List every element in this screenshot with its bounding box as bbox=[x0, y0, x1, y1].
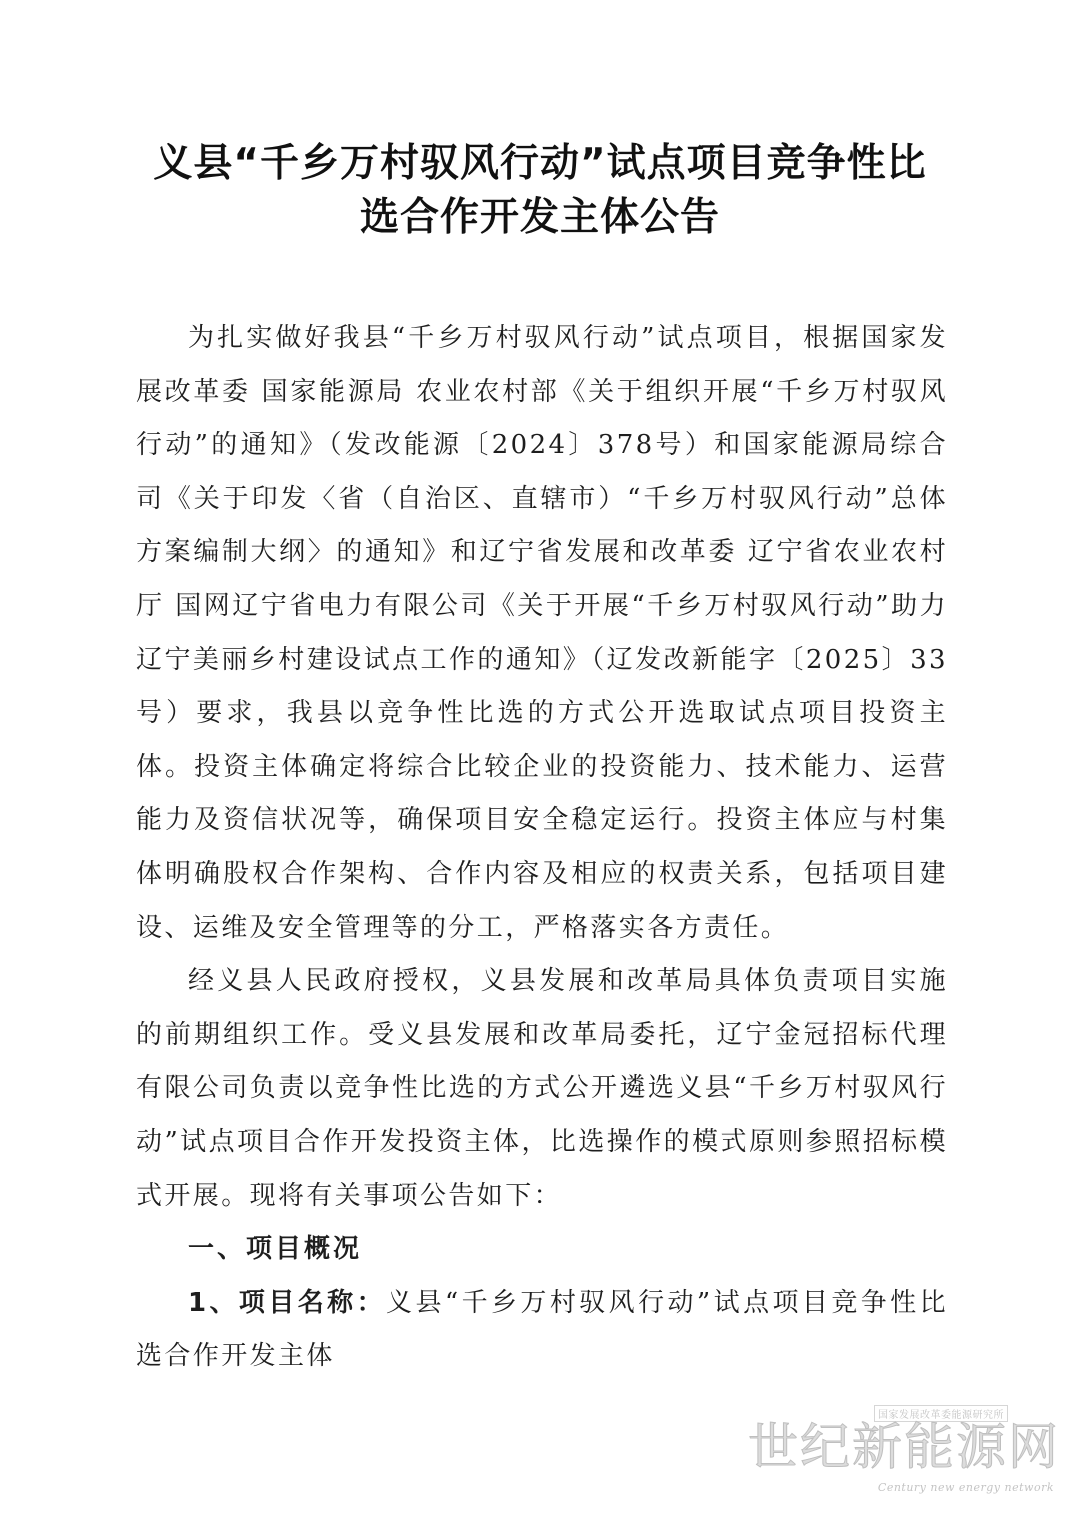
watermark bbox=[748, 1405, 1060, 1505]
body-paragraph-2: 经义县人民政府授权，义县发展和改革局具体负责项目实施的前期组织工作。受义县发展和改革局委托，辽宁金冠招标代理有限公司负责以竞争性比选的方式公开遴选义县“千乡万村驭风行动”试点项目合作开发投资主体，比选操作的模式原则参照招标模式开展。现将有关事项公告如下： bbox=[136, 966, 948, 1211]
project-name-item bbox=[136, 1277, 948, 1384]
document-title-line-2: 选合作开发主体公告 bbox=[359, 195, 720, 240]
section-heading-project-overview: 一、项目概况 bbox=[188, 1234, 363, 1265]
project-name-label: 1、项目名称： bbox=[188, 1287, 387, 1318]
project-name-value: 义县“千乡万村驭风行动”试点项目竞争性比选合作开发主体 bbox=[136, 1287, 948, 1372]
body-paragraph-1: 为扎实做好我县“千乡万村驭风行动”试点项目，根据国家发展改革委 国家能源局 农业农村部《关于组织开展“千乡万村驭风行动”的通知》（发改能源〔2024〕378号）和国家能源局综合司《关于印发〈省（自治区、直辖市）“千乡万村驭风行动”总体方案编制大纲〉的通知》和辽宁省发展和改革委 辽宁省农业农村厅 国网辽宁省电力有限公司《关于开展“千乡万村驭风行动”助力辽宁美丽乡村建设试点工作的通知》（辽发改新能字〔2025〕33号）要求，我县以竞争性比选的方式公开选取试点项目投资主体。投资主体确定将综合比较企业的投资能力、技术能力、运营能力及资信状况等，确保项目安全稳定运行。投资主体应与村集体明确股权合作架构、合作内容及相应的权责关系，包括项目建设、运维及安全管理等的分工，严格落实各方责任。 bbox=[136, 323, 948, 943]
document-body bbox=[136, 312, 948, 1384]
watermark-top-text: 国家发展改革委能源研究所 bbox=[874, 1405, 1008, 1422]
watermark-subtitle: Century new energy network bbox=[877, 1481, 1054, 1494]
document-title-line-1: 义县“千乡万村驭风行动”试点项目竞争性比 bbox=[153, 141, 927, 186]
watermark-logo-text: 世纪新能源网 bbox=[748, 1418, 1060, 1476]
